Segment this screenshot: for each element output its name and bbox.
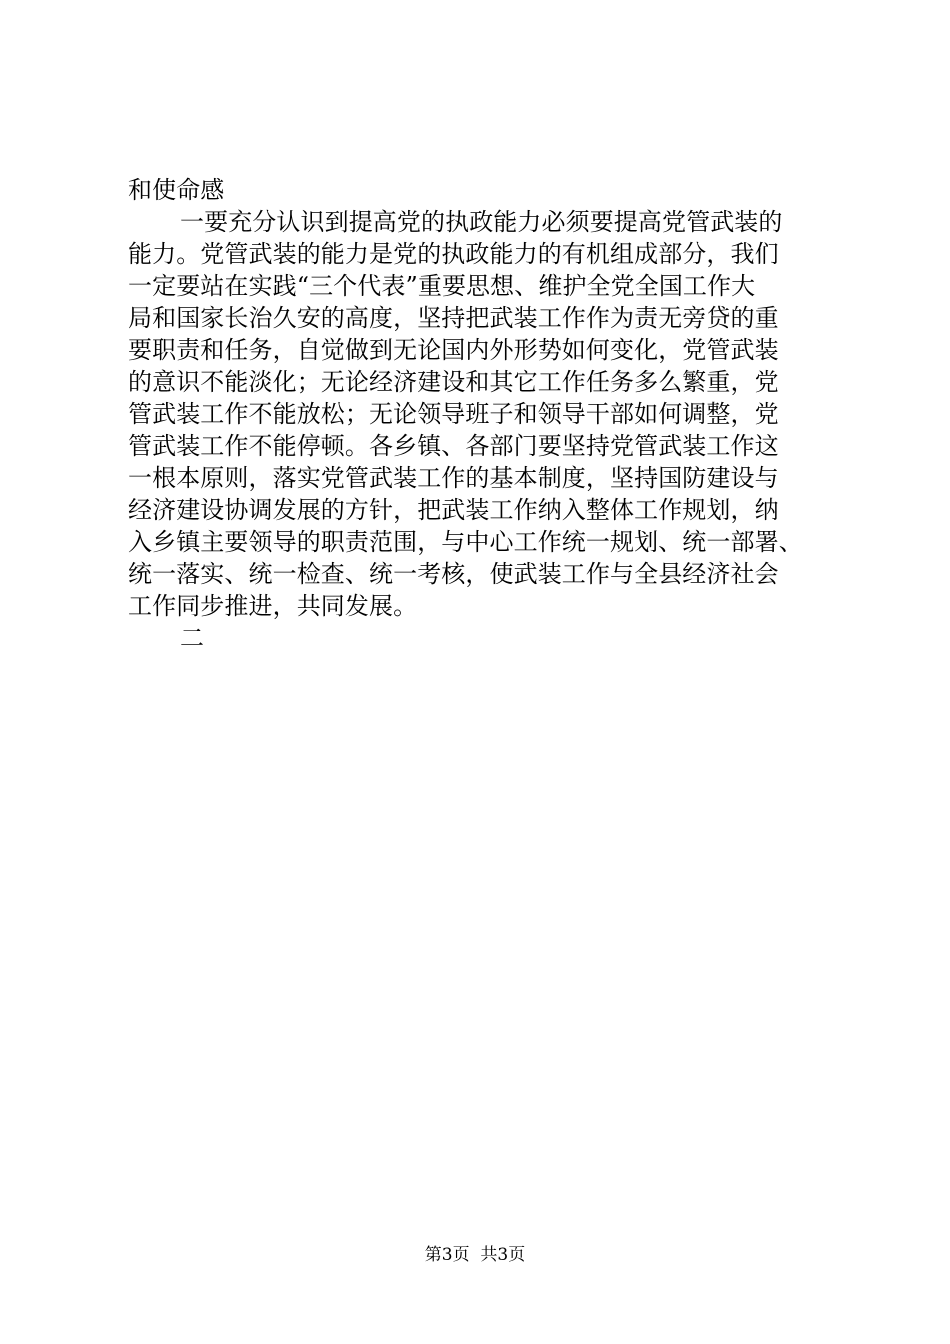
text-line: 一定要站在实践“三个代表”重要思想、维护全党全国工作大 [128,272,756,300]
text-line: 和使命感 [128,176,225,204]
page-number-label: 第3页 共3页 [424,1245,526,1265]
paragraph-first-line: 一要充分认识到提高党的执政能力必须要提高党管武装的 [180,208,783,236]
text-line: 能力。党管武装的能力是党的执政能力的有机组成部分，我们 [128,240,779,268]
text-line: 经济建设协调发展的方针，把武装工作纳入整体工作规划，纳 [128,496,779,524]
text-line: 工作同步推进，共同发展。 [128,592,418,620]
text-line: 的意识不能淡化；无论经济建设和其它工作任务多么繁重，党 [128,368,779,396]
text-line: 一根本原则，落实党管武装工作的基本制度，坚持国防建设与 [128,464,779,492]
body-text [128,174,840,654]
text-line: 入乡镇主要领导的职责范围，与中心工作统一规划、统一部署、 [128,528,803,556]
text-line: 局和国家长治久安的高度，坚持把武装工作作为责无旁贷的重 [128,304,779,332]
text-line: 统一落实、统一检查、统一考核，使武装工作与全县经济社会 [128,560,779,588]
text-line: 管武装工作不能停顿。各乡镇、各部门要坚持党管武装工作这 [128,432,779,460]
text-line: 要职责和任务，自觉做到无论国内外形势如何变化，党管武装 [128,336,779,364]
page-footer [0,1244,950,1266]
text-line: 管武装工作不能放松；无论领导班子和领导干部如何调整，党 [128,400,779,428]
section-heading-fragment: 二 [180,624,205,652]
